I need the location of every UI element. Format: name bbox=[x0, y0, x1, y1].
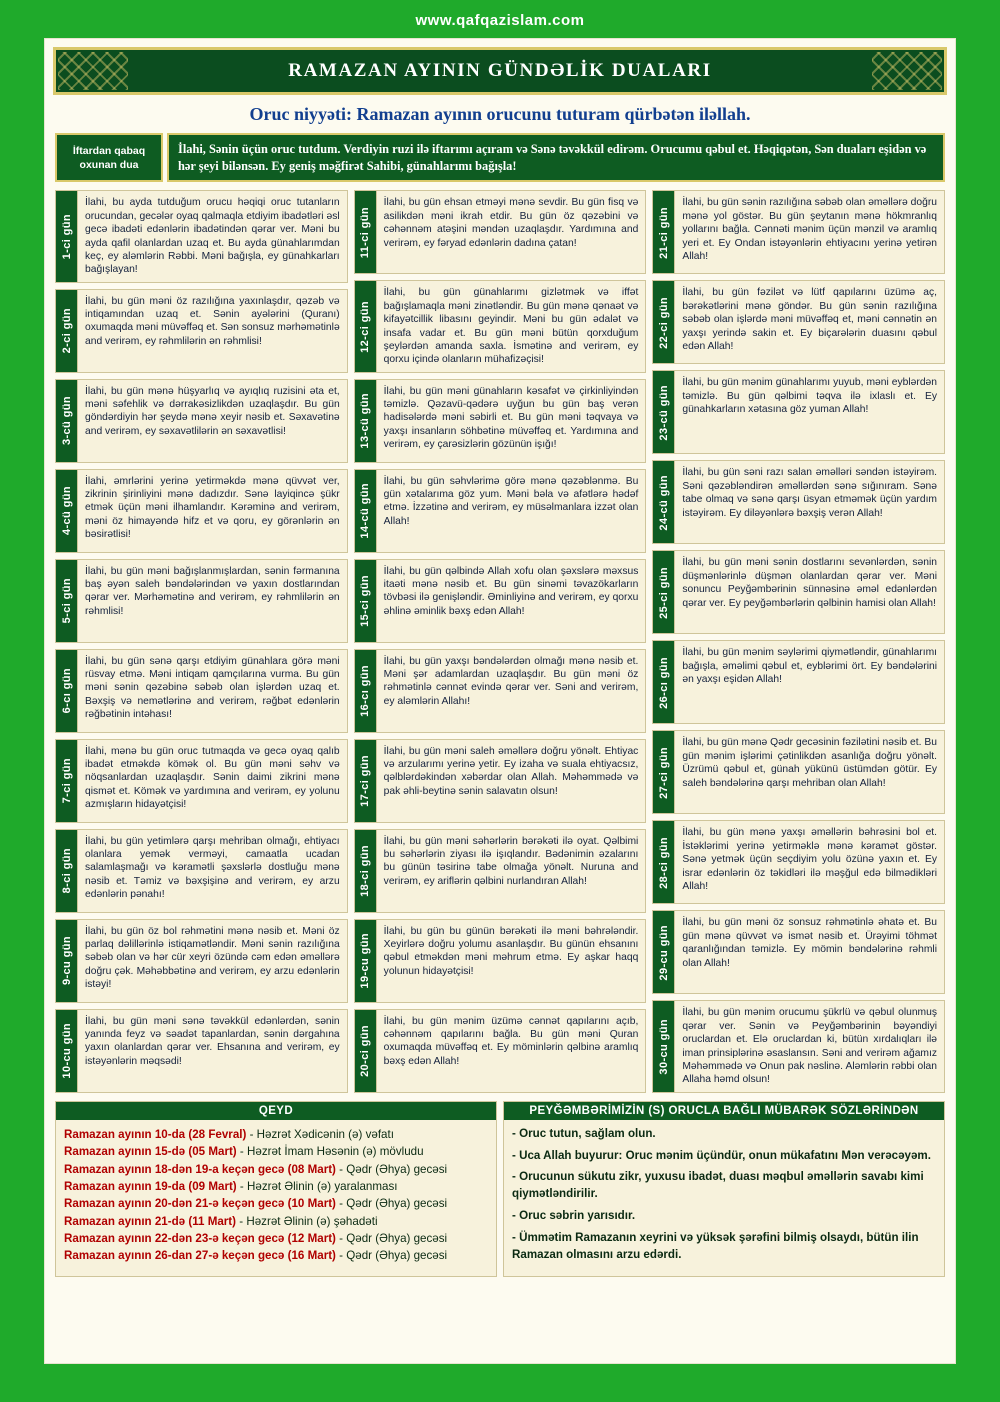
list-item bbox=[64, 1178, 488, 1195]
dua-card bbox=[652, 730, 945, 814]
qeyd-date: Ramazan ayının 15-də (05 Mart) bbox=[64, 1145, 237, 1159]
dua-card bbox=[55, 829, 348, 913]
dua-text: İlahi, bu gün mənim üzümə cənnət qapılarını açıb, cəhənnəm qapılarını bağla. Bu gün məni Quran oxumaqda müvəffəq et. Ey möminlərin qəlbinə aramlıq bəxş edən Allah! bbox=[377, 1010, 646, 1092]
day-tab bbox=[56, 1010, 78, 1092]
qeyd-date: Ramazan ayının 10-da (28 Fevral) bbox=[64, 1127, 247, 1141]
day-tab bbox=[56, 290, 78, 372]
list-item bbox=[64, 1230, 488, 1247]
dua-card bbox=[354, 469, 647, 553]
day-tab bbox=[355, 740, 377, 822]
dua-text: İlahi, bu gün günahlarımı gizlətmək və iffət bağışlamaqla məni zinətləndir. Bu gün mənə qənaət və kifayətcillik libasını geyindir. Məni bu gün ədalət və insafa vadar et. Bu gün məni bütün qorxduğum şeylərdən amanda saxla. İsmətinə and verirəm, ey qorxu içində olanların mühafizəçisi! bbox=[377, 281, 646, 371]
day-tab bbox=[653, 461, 675, 543]
day-label: 1-ci gün bbox=[60, 213, 73, 260]
dua-card bbox=[354, 559, 647, 643]
dua-text: İlahi, bu gün öz bol rəhmətini mənə nəsib et. Məni öz parlaq dəlillərinlə istiqamətləndir. Məni sənin razılığına səbəb olan və hər cür xeyri özündə cəm edən əməllərə doğru çək. Məhəbbətinə and verirəm, ey arzu edənlərin istəyi! bbox=[78, 920, 347, 1002]
qeyd-box bbox=[55, 1101, 497, 1278]
dua-card bbox=[652, 910, 945, 994]
dua-card bbox=[55, 649, 348, 733]
hadith-title: PEYĞƏMBƏRİMİZİN (S) ORUCLA BAĞLI MÜBARƏK SÖZLƏRİNDƏN bbox=[504, 1102, 944, 1120]
day-tab bbox=[653, 1001, 675, 1091]
day-tab bbox=[56, 740, 78, 822]
dua-text: İlahi, bu gün ehsan etməyi mənə sevdir. Bu gün fisq və asilikdən məni ikrah etdir. Bu gün öz qəzəbini və cəhənnəm atəşini məndən uzaqlaşdır. Yardımına and verirəm, ey fəryad edənlərin dadına çatan! bbox=[377, 191, 646, 273]
notes-section bbox=[45, 1093, 955, 1278]
dua-card bbox=[55, 1009, 348, 1093]
day-label: 9-cu gün bbox=[60, 936, 73, 986]
qeyd-date: Ramazan ayının 19-da (09 Mart) bbox=[64, 1179, 237, 1193]
dua-text: İlahi, bu gün sənin razılığına səbəb olan əməllərə doğru mənə yol göstər. Bu gün şeytanın mənə hökmranlıq yollarını bağla. Cənnəti mənim üçün mənzil və aramlıq yeri et. Ey Ondan istəyənlərin ehtiyacını yerinə yetirən Allah! bbox=[675, 191, 944, 273]
day-tab bbox=[653, 821, 675, 903]
day-tab bbox=[653, 641, 675, 723]
day-tab bbox=[56, 830, 78, 912]
list-item bbox=[64, 1195, 488, 1212]
dua-card bbox=[652, 370, 945, 454]
day-tab bbox=[56, 920, 78, 1002]
dua-card bbox=[652, 460, 945, 544]
day-tab bbox=[653, 371, 675, 453]
day-label: 15-ci gün bbox=[359, 574, 372, 627]
day-label: 11-ci gün bbox=[359, 206, 372, 259]
dua-text: İlahi, bu gün mənə Qədr gecəsinin fəzilətini nəsib et. Bu gün mənim işlərimi çətinlikdən asanlığa doğru yönəlt. Üzrümü qəbul et, günah yükünü üstümdən götür. Ey saleh bəndələrinə qarşı mehriban olan Allah! bbox=[675, 731, 944, 813]
day-label: 7-ci gün bbox=[60, 758, 73, 804]
day-label: 25-ci gün bbox=[657, 566, 670, 619]
qeyd-title: QEYD bbox=[56, 1102, 496, 1120]
list-item bbox=[64, 1161, 488, 1178]
day-label: 14-cü gün bbox=[359, 482, 372, 539]
list-item: - Orucunun sükutu zikr, yuxusu ibadət, duası məqbul əməllərin savabı kimi qiymətləndirilir. bbox=[512, 1170, 924, 1201]
website-link[interactable]: www.qafqazislam.com bbox=[415, 12, 585, 29]
dua-card bbox=[354, 649, 647, 733]
dua-text: İlahi, əmrlərini yerinə yetirməkdə mənə qüvvət ver, zikrinin şirinliyini mənə dadızdır. Sənə layiqincə şükr etmək üçün məni ilhamlandır. Kərəminə and verirəm, məni öz himayəndə hifz et və qoru, ey görənlərin ən bəsirətlisi! bbox=[78, 470, 347, 552]
qeyd-desc: - Qədr (Əhya) gecəsi bbox=[339, 1197, 448, 1211]
qeyd-date: Ramazan ayının 21-də (11 Mart) bbox=[64, 1214, 237, 1228]
day-tab bbox=[355, 281, 377, 371]
dua-card bbox=[354, 739, 647, 823]
dua-text: İlahi, bu gün məni saleh əməllərə doğru yönəlt. Ehtiyac və arzularımı yerinə yetir. Ey izaha və suala ehtiyacsız, qəlblərdəkindən xəbərdar olan Allah. Məhəmmədə və pak əhli-beytinə sənin salavatın olsun! bbox=[377, 740, 646, 822]
dua-column-2 bbox=[354, 190, 647, 1092]
qeyd-date: Ramazan ayının 22-dən 23-ə keçən gecə (12 Mart) bbox=[64, 1232, 336, 1246]
day-label: 19-cu gün bbox=[359, 932, 372, 989]
dua-text: İlahi, bu ayda tutduğum orucu həqiqi oruc tutanların orucundan, gecələr oyaq qalmaqla etdiyim ibadətləri əsl gecə ibadəti edənlərin ibadətindən qərar ver. Məni bu ayda qafil olanlardan uzaq et. Bu ayda günahlarımdan keç, ey aləmlərin Rəbbi. Məni bağışla, ey günahkarları bağışlayan! bbox=[78, 191, 347, 281]
dua-text: İlahi, bu gün mənə hüşyarlıq və ayıqlıq ruzisini əta et, məni səfehlik və dərrakəsizlikdən uzaqlaşdır. Bu gün göndərdiyin hər şeydə mənə xeyir nəsib et. Səxavətinə and verirəm, ey səxavətlilərin ən səxavətlisi! bbox=[78, 380, 347, 462]
day-label: 18-ci gün bbox=[359, 844, 372, 897]
day-label: 27-ci gün bbox=[657, 746, 670, 799]
dua-text: İlahi, bu gün səni razı salan əməlləri səndən istəyirəm. Səni qəzəbləndirən əməllərdən sənə sığınıram. Sənə tabe olmaq və sənə qarşı üsyan etməmək üçün yardım istəyirəm. Ey diləyənlərə bəxşiş verən Allah! bbox=[675, 461, 944, 543]
day-label: 22-ci gün bbox=[657, 296, 670, 349]
day-tab bbox=[56, 191, 78, 281]
list-item: - Uca Allah buyurur: Oruc mənim üçündür, onun mükafatını Mən verəcəyəm. bbox=[512, 1148, 931, 1162]
list-item bbox=[64, 1126, 488, 1143]
dua-card bbox=[652, 1000, 945, 1092]
day-label: 23-cü gün bbox=[657, 384, 670, 441]
dua-text: İlahi, bu gün mənim günahlarımı yuyub, məni eyblərdən təmizlə. Bu gün qəlbimi təqva ilə ixlaslı et. Ey günahkarların xətasına göz yuman Allah! bbox=[675, 371, 944, 453]
dua-card bbox=[652, 280, 945, 364]
qeyd-desc: - Həzrət Əlinin (ə) yaralanması bbox=[239, 1179, 398, 1193]
dua-text: İlahi, bu gün bu günün bərəkəti ilə məni bəhrələndir. Xeyirlərə doğru yolumu asanlaşdır. Bu günün ehsanını qəbul etməkdən məni məhrum etmə. Ey aşkar haqq yolunun hidayətçisi! bbox=[377, 920, 646, 1002]
day-label: 16-cı gün bbox=[359, 664, 372, 717]
dua-text: İlahi, bu gün məni səhərlərin bərəkəti ilə oyat. Qəlbimi bu səhərlərin ziyası ilə işıqlandır. Bədənimin əzalarını bu günün təsirinə tabe olmağa yönəlt. Nuruna and verirəm, ey ariflərin qəlbini nurlandıran Allah! bbox=[377, 830, 646, 912]
day-tab bbox=[355, 830, 377, 912]
day-label: 17-ci gün bbox=[359, 754, 372, 807]
dua-text: İlahi, bu gün səhvlərimə görə mənə qəzəblənmə. Bu gün xətalarıma göz yum. Məni bəla və afətlərə hədəf etmə. İzzətinə and verirəm, ey müsəlmanlara izzət olan Allah! bbox=[377, 470, 646, 552]
qeyd-date: Ramazan ayının 20-dən 21-ə keçən gecə (10 Mart) bbox=[64, 1197, 336, 1211]
day-label: 3-cü gün bbox=[60, 396, 73, 446]
qeyd-desc: - Həzrət İmam Həsənin (ə) mövludu bbox=[239, 1145, 424, 1159]
day-label: 30-cu gün bbox=[657, 1018, 670, 1075]
dua-text: İlahi, bu gün mənə yaxşı əməllərin bəhrəsini bol et. İstəklərimi yerinə yetirməklə mənə kəramət göstər. Sənə yetmək üçün seçdiyim yolu özünə yaxın et. Ey israr edənlərin öz təkidləri ilə məşğul edə bilmədikləri Allah! bbox=[675, 821, 944, 903]
day-label: 2-ci gün bbox=[60, 308, 73, 354]
day-tab bbox=[355, 650, 377, 732]
qeyd-desc: - Həzrət Xədicənin (ə) vəfatı bbox=[249, 1127, 394, 1141]
dua-card bbox=[55, 289, 348, 373]
dua-card bbox=[55, 739, 348, 823]
dua-column-3 bbox=[652, 190, 945, 1092]
dua-card bbox=[55, 190, 348, 282]
day-label: 29-cu gün bbox=[657, 924, 670, 981]
day-tab bbox=[653, 911, 675, 993]
dua-card bbox=[55, 469, 348, 553]
dua-card bbox=[354, 919, 647, 1003]
dua-text: İlahi, bu gün məni bağışlanmışlardan, sənin fərmanına baş əyən saleh bəndələrindən və yaxın dostlarından qərar ver. Mərhəmətinə and verirəm, ey rəhmlilərin ən rəhmlisi! bbox=[78, 560, 347, 642]
dua-card bbox=[354, 829, 647, 913]
dua-card bbox=[55, 379, 348, 463]
day-label: 21-ci gün bbox=[657, 206, 670, 259]
hadith-box bbox=[503, 1101, 945, 1278]
day-label: 28-ci gün bbox=[657, 836, 670, 889]
list-item bbox=[64, 1213, 488, 1230]
day-tab bbox=[355, 920, 377, 1002]
dua-text: İlahi, bu gün məni günahların kəsafət və çirkinliyindən təmizlə. Qəzavü-qədərə uyğun bu gün baş verən hadisələrdə məni səbirli et. Bu gün məni təqvaya və yaxşı insanların söhbətinə müvəffəq et. Yardımına and verirəm, ey çarəsizlərin gözünün işığı! bbox=[377, 380, 646, 462]
day-tab bbox=[355, 470, 377, 552]
dua-card bbox=[354, 1009, 647, 1093]
dua-card bbox=[652, 550, 945, 634]
day-tab bbox=[56, 650, 78, 732]
qeyd-desc: - Həzrət Əlinin (ə) şəhadəti bbox=[239, 1214, 378, 1228]
dua-text: İlahi, bu gün məni sənin dostlarını sevənlərdən, sənin düşmənlərinlə düşmən olanlardan qərar ver. Məni sonuncu Peyğəmbərinin sünnəsinə əməl edənlərdən qərar ver. Ey peyğəmbərlərin qəlbinin hamisi olan Allah! bbox=[675, 551, 944, 633]
qeyd-list bbox=[56, 1120, 496, 1273]
dua-text: İlahi, bu gün məni sənə təvəkkül edənlərdən, sənin yanında feyz və səadət tapanlardan, sənin dərgahına yaxın olanlardan qərar ver. Ehsanına and verirəm, ey istəyənlərin məqsədi! bbox=[78, 1010, 347, 1092]
dua-text: İlahi, bu gün məni öz razılığına yaxınlaşdır, qəzəb və intiqamından uzaq et. Sənin ayələrini (Quranı) oxumaqda məni müvəffəq et. Sən sonsuz mərhəmətinlə and verirəm, ey rəhmlilərin ən rəhmlisi! bbox=[78, 290, 347, 372]
day-tab bbox=[355, 380, 377, 462]
dua-text: İlahi, bu gün məni öz sonsuz rəhmətinlə əhatə et. Bu gün mənə qüvvət və ismət nəsib et. Ürəyimi töhmət qaranlığından təmizlə. Ey mömin bəndələrinə rəhmli olan Allah! bbox=[675, 911, 944, 993]
dua-text: İlahi, mənə bu gün oruc tutmaqda və gecə oyaq qalıb ibadət etməkdə kömək ol. Bu gün məni səhv və nöqsanlardan uzaqlaşdır. Sənin daimi zikrini mənə qismət et. Kömək və yardımına and verirəm, ey yolunu azmışların hidayətçisi! bbox=[78, 740, 347, 822]
dua-card bbox=[652, 820, 945, 904]
dua-text: İlahi, bu gün fəzilət və lütf qapılarını üzümə aç, bərəkətlərini mənə göndər. Bu gün sənin razılığına səbəb olan işlərdə məni müvəffəq et, məni cənnətin ən yaxşı yerində sakin et. Ey biçarələrin duasını qəbul edən Allah! bbox=[675, 281, 944, 363]
qeyd-date: Ramazan ayının 18-dən 19-a keçən gecə (08 Mart) bbox=[64, 1162, 336, 1176]
dua-text: İlahi, bu gün yetimlərə qarşı mehriban olmağı, ehtiyacı olanlara yemək verməyi, camaatla ucadan salamlaşmağı və kəramətli şəxslərlə dostluğu mənə nəsib et. Təmiz və bəxşişinə and verirəm, ey arzu edənlərin pənahı! bbox=[78, 830, 347, 912]
list-item: - Oruc tutun, sağlam olun. bbox=[512, 1126, 656, 1140]
page-title: RAMAZAN AYININ GÜNDƏLİK DUALARI bbox=[288, 60, 712, 81]
day-tab bbox=[56, 560, 78, 642]
hadith-list bbox=[504, 1120, 944, 1277]
dua-card bbox=[55, 919, 348, 1003]
day-label: 12-ci gün bbox=[359, 300, 372, 353]
dua-text: İlahi, bu gün sənə qarşı etdiyim günahlara görə məni rüsvay etmə. Məni intiqam qamçılarına vurma. Bu gün məni sənin qəzəbinə səbəb olan işlərdən uzaq et. Bəxşiş və nemətlərinə and verirəm, rəğbət edənlərin rəğbətinin intəhası! bbox=[78, 650, 347, 732]
day-label: 6-cı gün bbox=[60, 668, 73, 714]
day-tab bbox=[653, 281, 675, 363]
dua-card bbox=[354, 379, 647, 463]
qeyd-desc: - Qədr (Əhya) gecəsi bbox=[339, 1249, 448, 1263]
dua-card bbox=[354, 190, 647, 274]
qeyd-desc: - Qədr (Əhya) gecəsi bbox=[339, 1162, 448, 1176]
title-banner bbox=[53, 47, 947, 95]
day-tab bbox=[653, 551, 675, 633]
iftar-dua-section bbox=[55, 133, 945, 182]
dua-columns bbox=[45, 190, 955, 1092]
day-label: 8-ci gün bbox=[60, 848, 73, 894]
dua-card bbox=[354, 280, 647, 372]
day-tab bbox=[653, 191, 675, 273]
day-tab bbox=[653, 731, 675, 813]
iftar-dua-label: İftardan qabaq oxunan dua bbox=[55, 133, 163, 182]
qeyd-date: Ramazan ayının 26-dan 27-ə keçən gecə (16 Mart) bbox=[64, 1249, 336, 1263]
list-item: - Oruc səbrin yarısıdır. bbox=[512, 1208, 636, 1222]
day-label: 20-ci gün bbox=[359, 1024, 372, 1077]
day-tab bbox=[355, 1010, 377, 1092]
dua-card bbox=[652, 640, 945, 724]
dua-text: İlahi, bu gün mənim səylərimi qiymətləndir, günahlarımı bağışla, əməlimi qəbul et, eyblərimi ört. Ey bəndələrini ən yaxşı eşidən Allah! bbox=[675, 641, 944, 723]
day-tab bbox=[355, 191, 377, 273]
dua-text: İlahi, bu gün yaxşı bəndələrdən olmağı mənə nəsib et. Məni şər adamlardan uzaqlaşdır. Bu gün məni öz rəhmətinlə cənnət evində qərar ver. Səni and verirəm, ey aləmlərin Allahı! bbox=[377, 650, 646, 732]
dua-column-1 bbox=[55, 190, 348, 1092]
day-label: 26-cı gün bbox=[657, 656, 670, 709]
day-tab bbox=[56, 380, 78, 462]
list-item: - Ümmətim Ramazanın xeyrini və yüksək şərəfini bilmiş olsaydı, bütün ilin Ramazan olmasını arzu edərdi. bbox=[512, 1230, 919, 1261]
poster-page bbox=[44, 38, 956, 1364]
day-tab bbox=[355, 560, 377, 642]
qeyd-desc: - Qədr (Əhya) gecəsi bbox=[339, 1232, 448, 1246]
day-label: 4-cü gün bbox=[60, 486, 73, 536]
day-label: 24-cü gün bbox=[657, 474, 670, 531]
iftar-dua-text: İlahi, Sənin üçün oruc tutdum. Verdiyin ruzi ilə iftarımı açıram və Sənə təvəkkül edirəm. Orucumu qəbul et. Həqiqətən, Sən duaları eşidən və hər şeyi bilənsən. Ey geniş məğfirət Sahibi, günahlarımı bağışla! bbox=[167, 133, 945, 182]
day-label: 10-cu gün bbox=[60, 1022, 73, 1079]
dua-card bbox=[652, 190, 945, 274]
dua-text: İlahi, bu gün mənim orucumu şükrlü və qəbul olunmuş qərar ver. Sənin və Peyğəmbərinin bəyəndiyi oruclardan et. Elə oruclardan ki, bütün xırdalıqları ilə iman prinsiplərinə əsaslansın. Səni and verirəm ağamız Məhəmmədə və Onun pak nəslinə. Aləmlərin rəbbi olan Allaha həmd olsun! bbox=[675, 1001, 944, 1091]
list-item bbox=[64, 1143, 488, 1160]
dua-card bbox=[55, 559, 348, 643]
day-label: 5-ci gün bbox=[60, 578, 73, 624]
day-tab bbox=[56, 470, 78, 552]
dua-text: İlahi, bu gün qəlbində Allah xofu olan şəxslərə məxsus itaəti mənə nəsib et. Bu gün sinəmi təvazökarların tövbəsi ilə genişləndir. Əminliyinə and verirəm, ey qorxu əhlinə əminlik bəxş edən Allah! bbox=[377, 560, 646, 642]
day-label: 13-cü gün bbox=[359, 392, 372, 449]
niyyet-line: Oruc niyyəti: Ramazan ayının orucunu tuturam qürbətən iləllah. bbox=[249, 104, 751, 124]
list-item bbox=[64, 1247, 488, 1264]
